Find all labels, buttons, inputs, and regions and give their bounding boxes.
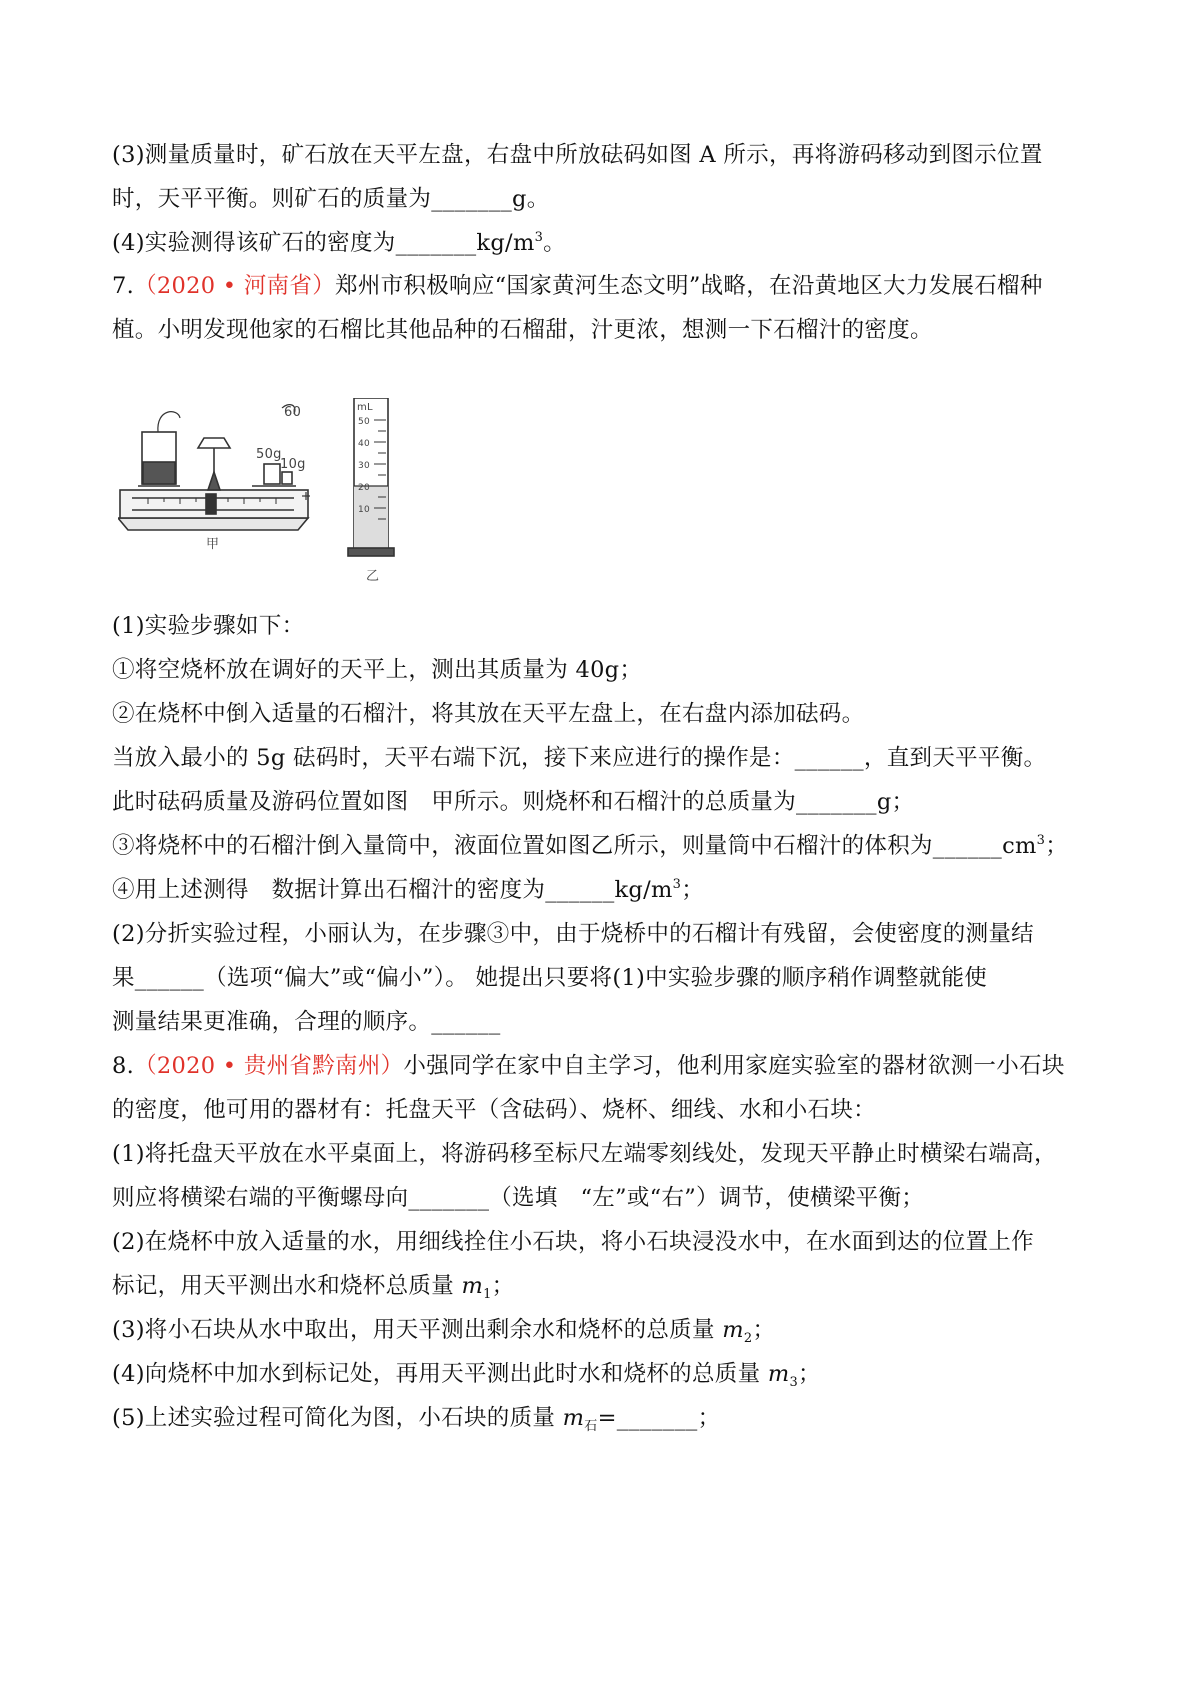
q7-number: 7. — [112, 273, 135, 299]
q7-figure-balance-and-cylinder — [118, 398, 448, 588]
q8-intro-line2: 的密度，他可用的器材有：托盘天平（含砝码）、烧杯、细线、水和小石块： — [112, 1097, 876, 1123]
q7-intro-line2: 植。小明发现他家的石榴比其他品种的石榴甜，汁更浓，想测一下石榴汁的密度。 — [112, 317, 933, 343]
q8-intro-line1: 8.（2020 • 贵州省黔南州）小强同学在家中自主学习，他利用家庭实验室的器材欲测一小石块 — [112, 1053, 1065, 1079]
q7-part2-line3: 测量结果更准确，合理的顺序。______ — [112, 1009, 501, 1035]
q8-part1-line1: (1)将托盘天平放在水平桌面上，将游码移至标尺左端零刻线处，发现天平静止时横梁右端高， — [112, 1141, 1057, 1167]
q8-part3: (3)将小石块从水中取出，用天平测出剩余水和烧杯的总质量 $m_2$； — [112, 1317, 776, 1346]
q7-part2-line2: 果______（选项“偏大”或“偏小”）。 她提出只要将(1)中实验步骤的顺序稍作调整就能使 — [112, 965, 988, 991]
handwritten-note: 60 — [284, 405, 302, 420]
q6-part4: (4)实验测得该矿石的密度为$\_\_\_\_\_\_\_kg/m^3$。 — [112, 230, 566, 256]
q7-source-tag: （2020 • 河南省） — [134, 273, 336, 299]
cylinder-tick-label: 50 — [358, 417, 371, 427]
figure-label-jia: 甲 — [206, 537, 220, 552]
q8-part4: (4)向烧杯中加水到标记处，再用天平测出此时水和烧杯的总质量 $m_3$； — [112, 1361, 821, 1390]
q8-part2-line2: 标记，用天平测出水和烧杯总质量 $m_1$； — [112, 1273, 515, 1302]
q7-step1-f: ④用上述测得 数据计算出石榴汁的密度为$\_\_\_\_\_\_kg/m^3$； — [112, 877, 705, 903]
cylinder-unit-label: mL — [357, 402, 373, 413]
q7-step1-c: 当放入最小的 5g 砝码时，天平右端下沉，接下来应进行的操作是：______，直到天平平衡。 — [112, 745, 1047, 771]
q7-step1-b: ②在烧杯中倒入适量的石榴汁，将其放在天平左盘上，在右盘内添加砝码。 — [112, 701, 865, 727]
cylinder-tick-label: 10 — [358, 505, 371, 515]
q7-step1-d: 此时砝码质量及游码位置如图 甲所示。则烧杯和石榴汁的总质量为_______g； — [112, 789, 915, 815]
weight-label-10g: 10g — [280, 457, 306, 472]
q8-part1-line2: 则应将横梁右端的平衡螺母向_______（选填 “左”或“右”）调节，使横梁平衡； — [112, 1185, 925, 1211]
graduated-cylinder-illustration — [348, 398, 394, 556]
cylinder-tick-label: 30 — [358, 461, 371, 471]
q7-intro-line1: 7.（2020 • 河南省）郑州市积极响应“国家黄河生态文明”战略，在沿黄地区大力发展石榴种 — [112, 273, 1043, 299]
q8-source-tag: （2020 • 贵州省黔南州） — [134, 1053, 404, 1079]
q7-step1-e: ③将烧杯中的石榴汁倒入量筒中，液面位置如图乙所示，则量筒中石榴汁的体积为$\_\_\_\_\_\_cm^3$； — [112, 833, 1069, 859]
figure-label-yi: 乙 — [366, 569, 380, 584]
q7-step1-title: (1)实验步骤如下： — [112, 613, 305, 639]
q8-number: 8. — [112, 1053, 135, 1079]
cylinder-tick-label: 40 — [358, 439, 371, 449]
weight-label-50g: 50g — [256, 447, 282, 462]
cylinder-tick-label: 20 — [358, 483, 371, 493]
q8-part5: (5)上述实验过程可简化为图，小石块的质量 $m_石=\_\_\_\_\_\_\_$； — [112, 1405, 721, 1434]
q6-part3-line1: (3)测量质量时，矿石放在天平左盘，右盘中所放砝码如图 A 所示，再将游码移动到图示位置 — [112, 142, 1043, 168]
q6-part3-line2: 时，天平平衡。则矿石的质量为_______g。 — [112, 186, 550, 212]
q8-part2-line1: (2)在烧杯中放入适量的水，用细线拴住小石块，将小石块浸没水中，在水面到达的位置上作 — [112, 1229, 1034, 1255]
q7-part2-line1: (2)分折实验过程，小丽认为，在步骤③中，由于烧桥中的石榴计有残留，会使密度的测量结 — [112, 921, 1034, 947]
q7-step1-a: ①将空烧杯放在调好的天平上，测出其质量为 40g； — [112, 657, 643, 683]
